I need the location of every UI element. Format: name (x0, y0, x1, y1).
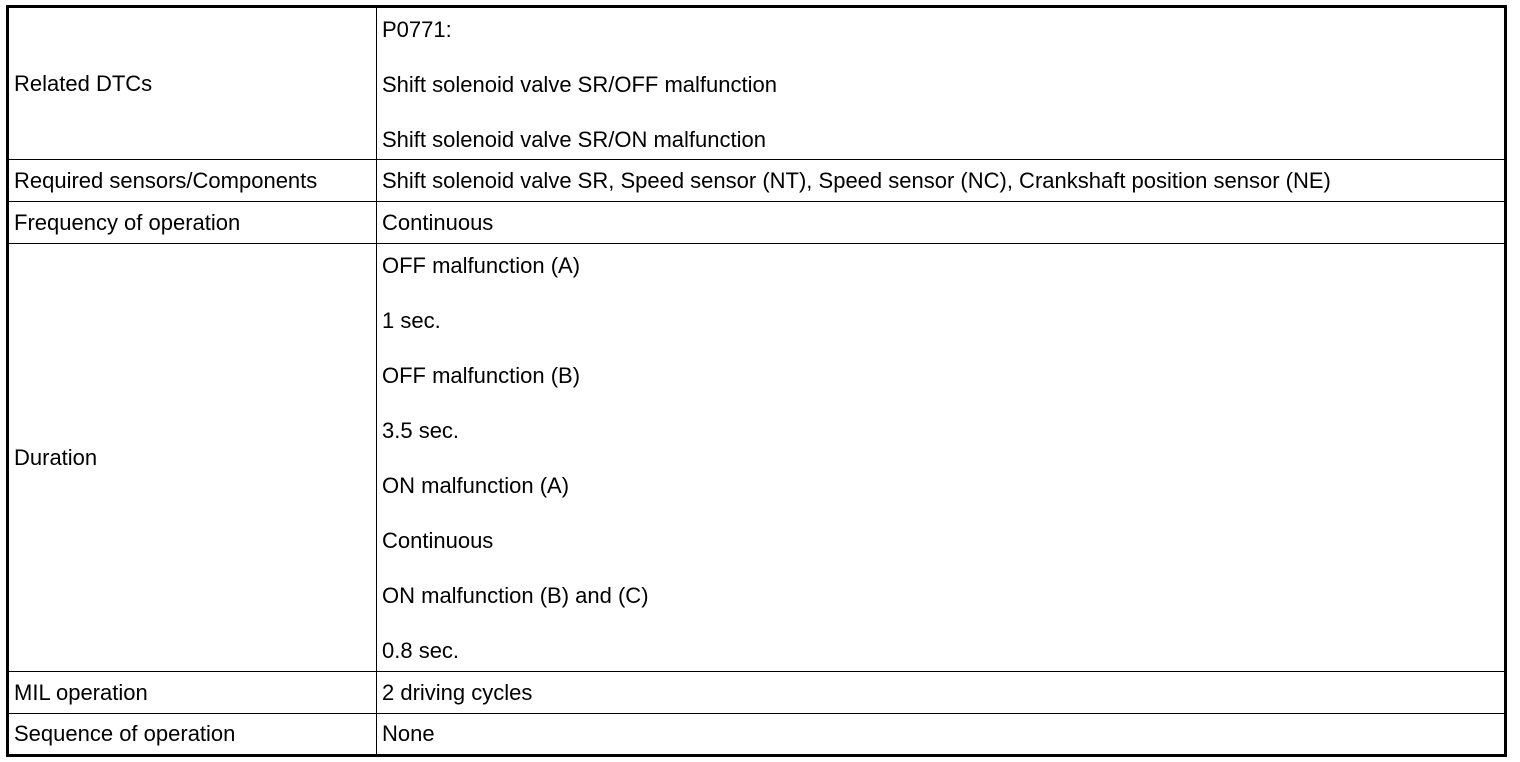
table-row-frequency (8, 202, 1506, 244)
value-line: Shift solenoid valve SR/OFF malfunction (382, 71, 777, 97)
row-label: Required sensors/Components (8, 160, 377, 202)
value-line: Continuous (382, 528, 494, 553)
value-line: ON malfunction (A) (382, 473, 570, 498)
value-line: OFF malfunction (A) (382, 253, 581, 278)
row-label: Duration (8, 244, 377, 672)
value-line: 3.5 sec. (382, 418, 460, 443)
table-row-related-dtcs (8, 7, 1506, 160)
row-value: 2 driving cycles (377, 672, 1506, 714)
row-value: Continuous (377, 202, 1506, 244)
dtc-spec-table (6, 5, 1507, 757)
row-label: Frequency of operation (8, 202, 377, 244)
table-row-sequence (8, 714, 1506, 756)
table-row-required-sensors (8, 160, 1506, 202)
row-value: Shift solenoid valve SR, Speed sensor (NT), Speed sensor (NC), Crankshaft position sensor (NE) (377, 160, 1506, 202)
row-label: Related DTCs (8, 7, 377, 160)
row-value: None (377, 714, 1506, 756)
value-line: 0.8 sec. (382, 638, 460, 663)
row-label: MIL operation (8, 672, 377, 714)
row-value (377, 7, 1506, 160)
row-label: Sequence of operation (8, 714, 377, 756)
value-line: OFF malfunction (B) (382, 363, 581, 388)
value-line: 1 sec. (382, 308, 441, 333)
table-row-mil-operation (8, 672, 1506, 714)
value-line: P0771: (382, 16, 452, 42)
value-line: ON malfunction (B) and (C) (382, 583, 649, 608)
value-line: Shift solenoid valve SR/ON malfunction (382, 126, 766, 152)
row-value (377, 244, 1506, 672)
table-row-duration (8, 244, 1506, 672)
